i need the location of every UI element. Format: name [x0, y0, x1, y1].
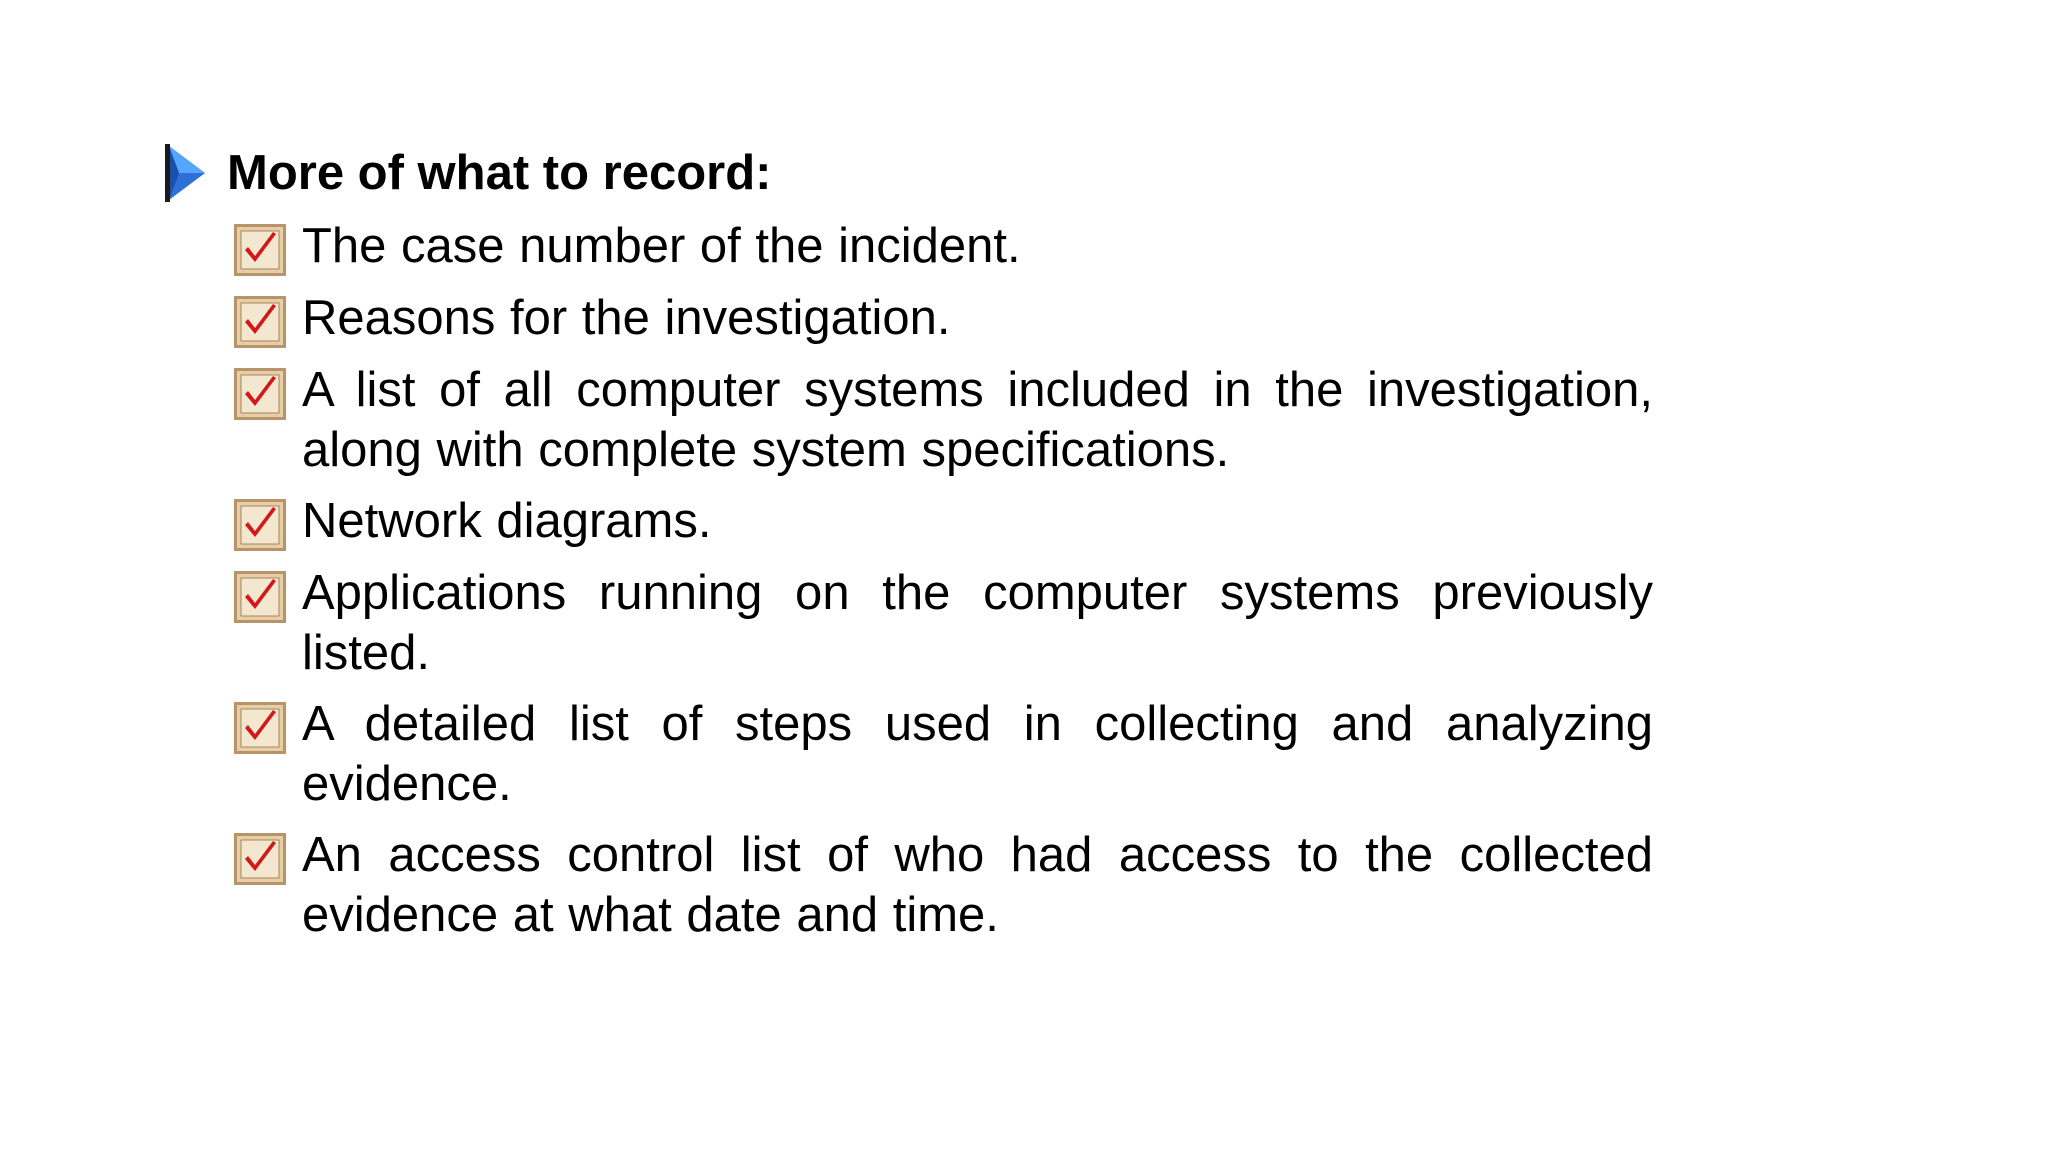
checked-checkbox-icon [233, 570, 287, 624]
list-item [233, 491, 1653, 552]
heading-text: More of what to record: [227, 146, 772, 200]
list-item [233, 825, 1653, 945]
list-item-text: An access control list of who had access to the collected evidence at what date and time. [302, 828, 1653, 942]
list-item [233, 694, 1653, 814]
list-item [233, 216, 1653, 277]
list-item-text: Reasons for the investigation. [302, 291, 951, 345]
checklist [233, 216, 1653, 956]
checked-checkbox-icon [233, 295, 287, 349]
checked-checkbox-icon [233, 832, 287, 886]
checked-checkbox-icon [233, 498, 287, 552]
list-item-text: Applications running on the computer systems previously listed. [302, 566, 1653, 680]
blue-triangle-bullet-icon [165, 140, 209, 206]
list-item [233, 563, 1653, 683]
list-item-text: The case number of the incident. [302, 219, 1021, 273]
list-item-text: A detailed list of steps used in collecting and analyzing evidence. [302, 697, 1653, 811]
list-item [233, 360, 1653, 480]
list-item-text: Network diagrams. [302, 494, 712, 548]
slide-heading [165, 138, 771, 208]
list-item [233, 288, 1653, 349]
checked-checkbox-icon [233, 223, 287, 277]
checked-checkbox-icon [233, 701, 287, 755]
list-item-text: A list of all computer systems included in the investigation, along with complete system specifications. [302, 363, 1653, 477]
checked-checkbox-icon [233, 367, 287, 421]
